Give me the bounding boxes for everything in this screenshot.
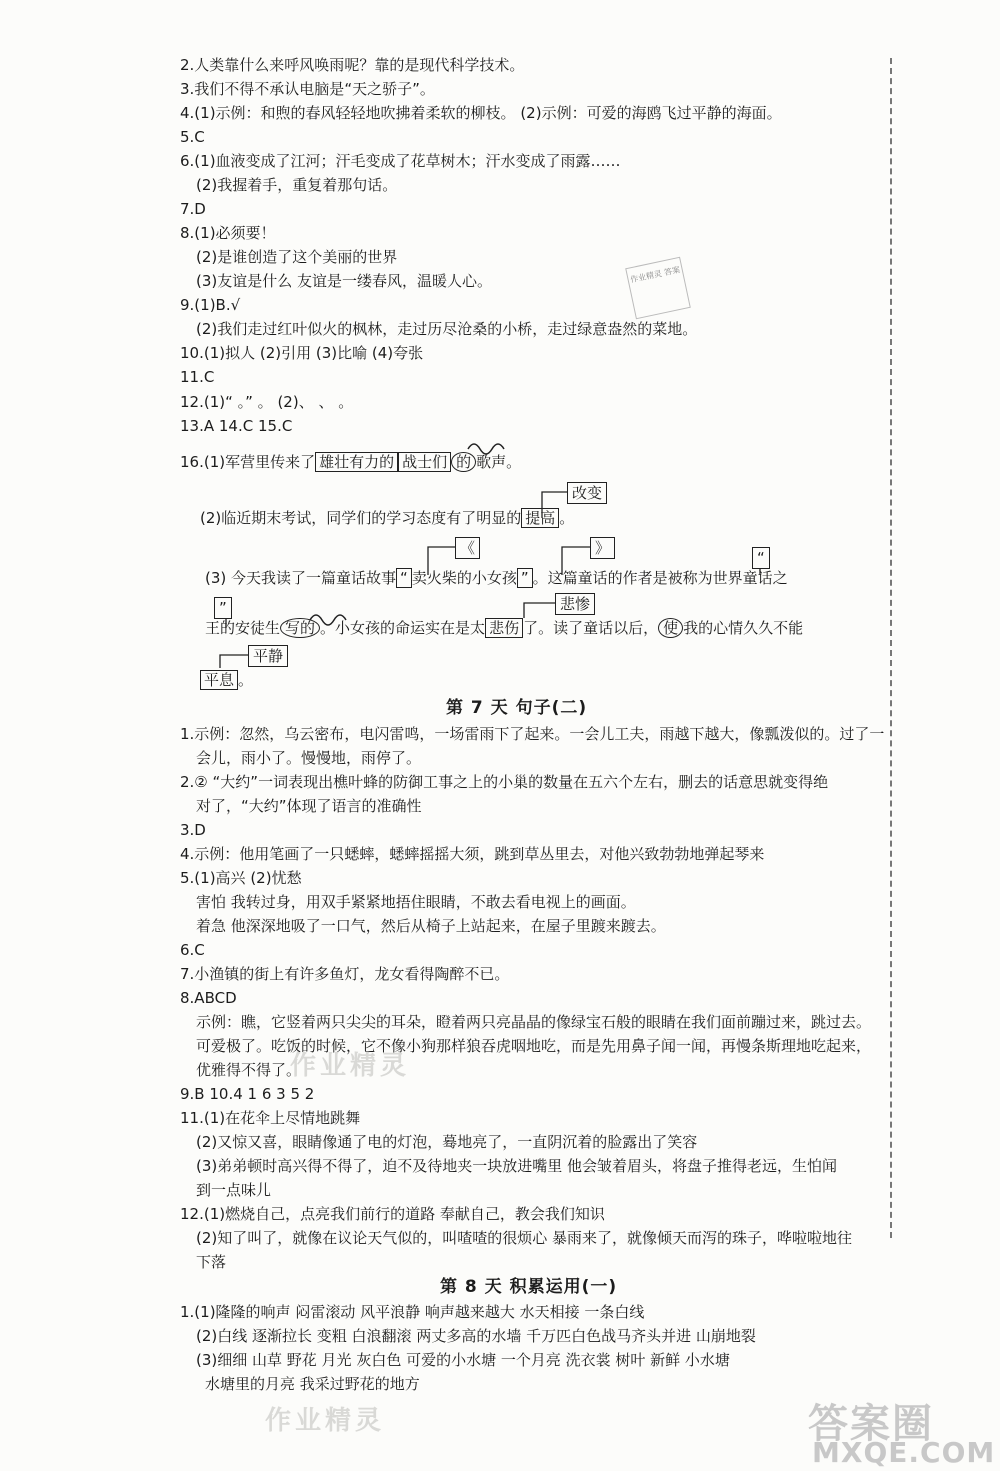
site-logo: 答案圈 [808,1401,934,1447]
correction-label: “ [752,547,770,569]
answer-line: 8.(1)必须要！ [180,224,276,242]
answer-line: (2)白线 逐渐拉长 变粗 白浪翻滚 两丈多高的水墙 千万匹白色战马齐头并进 山崩地裂 [196,1327,756,1345]
answer-line: 12.(1)燃烧自己，点亮我们前行的道路 奉献自己，教会我们知识 [180,1205,605,1223]
answer-line: 12.(1)“ 。” 。 (2)、 、 。 [180,393,354,411]
circled-word: 的 [451,452,476,472]
answer-line: 3.D [180,821,206,839]
circled-word: 使 [658,618,683,638]
boxed-phrase: “ [396,568,412,588]
boxed-phrase: 提高 [521,508,559,528]
boxed-phrase: 雄壮有力的 [315,452,398,472]
circled-word: 写的 [280,618,320,638]
section-heading: 第 7 天 句子(二) [446,698,588,718]
answer-line: (2)是谁创造了这个美丽的世界 [196,248,398,266]
answer-line: 1.(1)隆隆的响声 闷雷滚动 风平浪静 响声越来越大 水天相接 一条白线 [180,1303,645,1321]
answer-line: 7.小渔镇的街上有许多鱼灯，龙女看得陶醉不已。 [180,965,510,983]
answer-line: 5.C [180,128,205,146]
answer-line: 5.(1)高兴 (2)忧愁 [180,869,302,887]
correction-label: 《 [455,537,480,559]
answer-line: 可爱极了。吃饭的时候，它不像小狗那样狼吞虎咽地吃，而是先用鼻子闻一闻，再慢条斯理地吃起来， [196,1037,872,1055]
answer-line: (3)弟弟顿时高兴得不得了，迫不及待地夹一块放进嘴里 他会皱着眉头，将盘子推得老远，生怕闻 [196,1157,838,1175]
answer-line: 11.(1)在花伞上尽情地跳舞 [180,1109,361,1127]
correction-label: ” [214,597,232,619]
q16-sentence-4: 王的安徒生 写的 。小女孩的命运实在是太 悲伤 了。读了童话以后， 使 我的心情久久不能 [205,619,804,637]
answer-line: 示例：瞧，它竖着两只尖尖的耳朵，瞪着两只亮晶晶的像绿宝石般的眼睛在我们面前蹦过来，跳过去。 [196,1013,872,1031]
correction-label: 平静 [248,645,288,667]
text-watermark: 作业精灵 [265,1406,386,1436]
stamp-watermark: 作业精灵 答案 [625,257,691,320]
answer-line: 着急 他深深地吸了一口气，然后从椅子上站起来，在屋子里踱来踱去。 [196,917,666,935]
answer-line: 9.B 10.4 1 6 3 5 2 [180,1085,315,1103]
answer-line: 13.A 14.C 15.C [180,417,293,435]
answer-line: (2)我握着手，重复着那句话。 [196,176,398,194]
answer-line: 水塘里的月亮 我采过野花的地方 [205,1375,420,1393]
boxed-phrase: 战士们 [398,452,451,472]
q16-sentence-3: (3) 今天我读了一篇童话故事 “ 卖火柴的小女孩 ” 。这篇童话的作者是被称为世界童话之 [205,569,788,587]
q16-sentence-1: 16.(1)军营里传来了 雄壮有力的 战士们 的 歌声。 [180,453,522,471]
answer-line: 对了，“大约”体现了语言的准确性 [196,797,422,815]
boxed-phrase: ” [517,568,533,588]
answer-line: (2)又惊又喜，眼睛像通了电的灯泡，蓦地亮了，一直阴沉着的脸露出了笑容 [196,1133,698,1151]
correction-marks [0,0,1000,720]
answer-line: 10.(1)拟人 (2)引用 (3)比喻 (4)夸张 [180,344,424,362]
answer-line: 8.ABCD [180,989,237,1007]
answer-line: 会儿，雨小了。慢慢地，雨停了。 [196,749,422,767]
section-heading: 第 8 天 积累运用(一) [440,1277,618,1297]
answer-line: 2.人类靠什么来呼风唤雨呢？靠的是现代科学技术。 [180,56,525,74]
boxed-phrase: 平息 [200,670,238,690]
answer-line: (3)细细 山草 野花 月光 灰白色 可爱的小水塘 一个月亮 洗衣裳 树叶 新鲜 小水塘 [196,1351,730,1369]
answer-line: 7.D [180,200,206,218]
correction-label: 》 [590,537,615,559]
answer-line: 到一点味儿 [196,1181,272,1199]
answer-line: 6.(1)血液变成了江河；汗毛变成了花草树木；汗水变成了雨露…… [180,152,621,170]
answer-line: 9.(1)B.√ [180,296,241,314]
answer-line: 3.我们不得不承认电脑是“天之骄子”。 [180,80,435,98]
q16-sentence-2: (2)临近期末考试，同学们的学习态度有了明显的 提高 。 [200,509,575,527]
answer-line: 1.示例：忽然，乌云密布，电闪雷鸣，一场雷雨下了起来。一会儿工夫，雨越下越大，像瓢泼似的。过了一 [180,725,885,743]
answer-line: 4.示例：他用笔画了一只蟋蟀，蟋蟀摇摇大须，跳到草丛里去，对他兴致勃勃地弹起琴来 [180,845,765,863]
boxed-phrase: 悲伤 [485,618,523,638]
q16-sentence-5: 平息 。 [200,670,253,690]
answer-line: 11.C [180,368,215,386]
correction-label: 悲惨 [555,593,595,615]
site-logo-url: MXQE.COM [812,1436,996,1469]
answer-line: 下落 [196,1253,227,1271]
answer-line: (2)知了叫了，就像在议论天气似的，叫喳喳的很烦心 暴雨来了，就像倾天而泻的珠子，哗啦啦地往 [196,1229,853,1247]
answer-line: 2.② “大约”一词表现出樵叶蜂的防御工事之上的小巢的数量在五六个左右，删去的话意思就变得绝 [180,773,829,791]
text-watermark: 作业精灵 [290,1051,411,1081]
answer-line: (2)我们走过红叶似火的枫林，走过历尽沧桑的小桥，走过绿意盎然的菜地。 [196,320,698,338]
answer-line: 6.C [180,941,205,959]
answer-line: 优雅得不得了。 [196,1061,302,1079]
answer-line: 4.(1)示例：和煦的春风轻轻地吹拂着柔软的柳枝。 (2)示例：可爱的海鸥飞过平静的海面。 [180,104,782,122]
correction-label: 改变 [567,482,607,504]
answer-line: 害怕 我转过身，用双手紧紧地捂住眼睛，不敢去看电视上的画面。 [196,893,636,911]
answer-line: (3)友谊是什么 友谊是一缕春风，温暖人心。 [196,272,493,290]
